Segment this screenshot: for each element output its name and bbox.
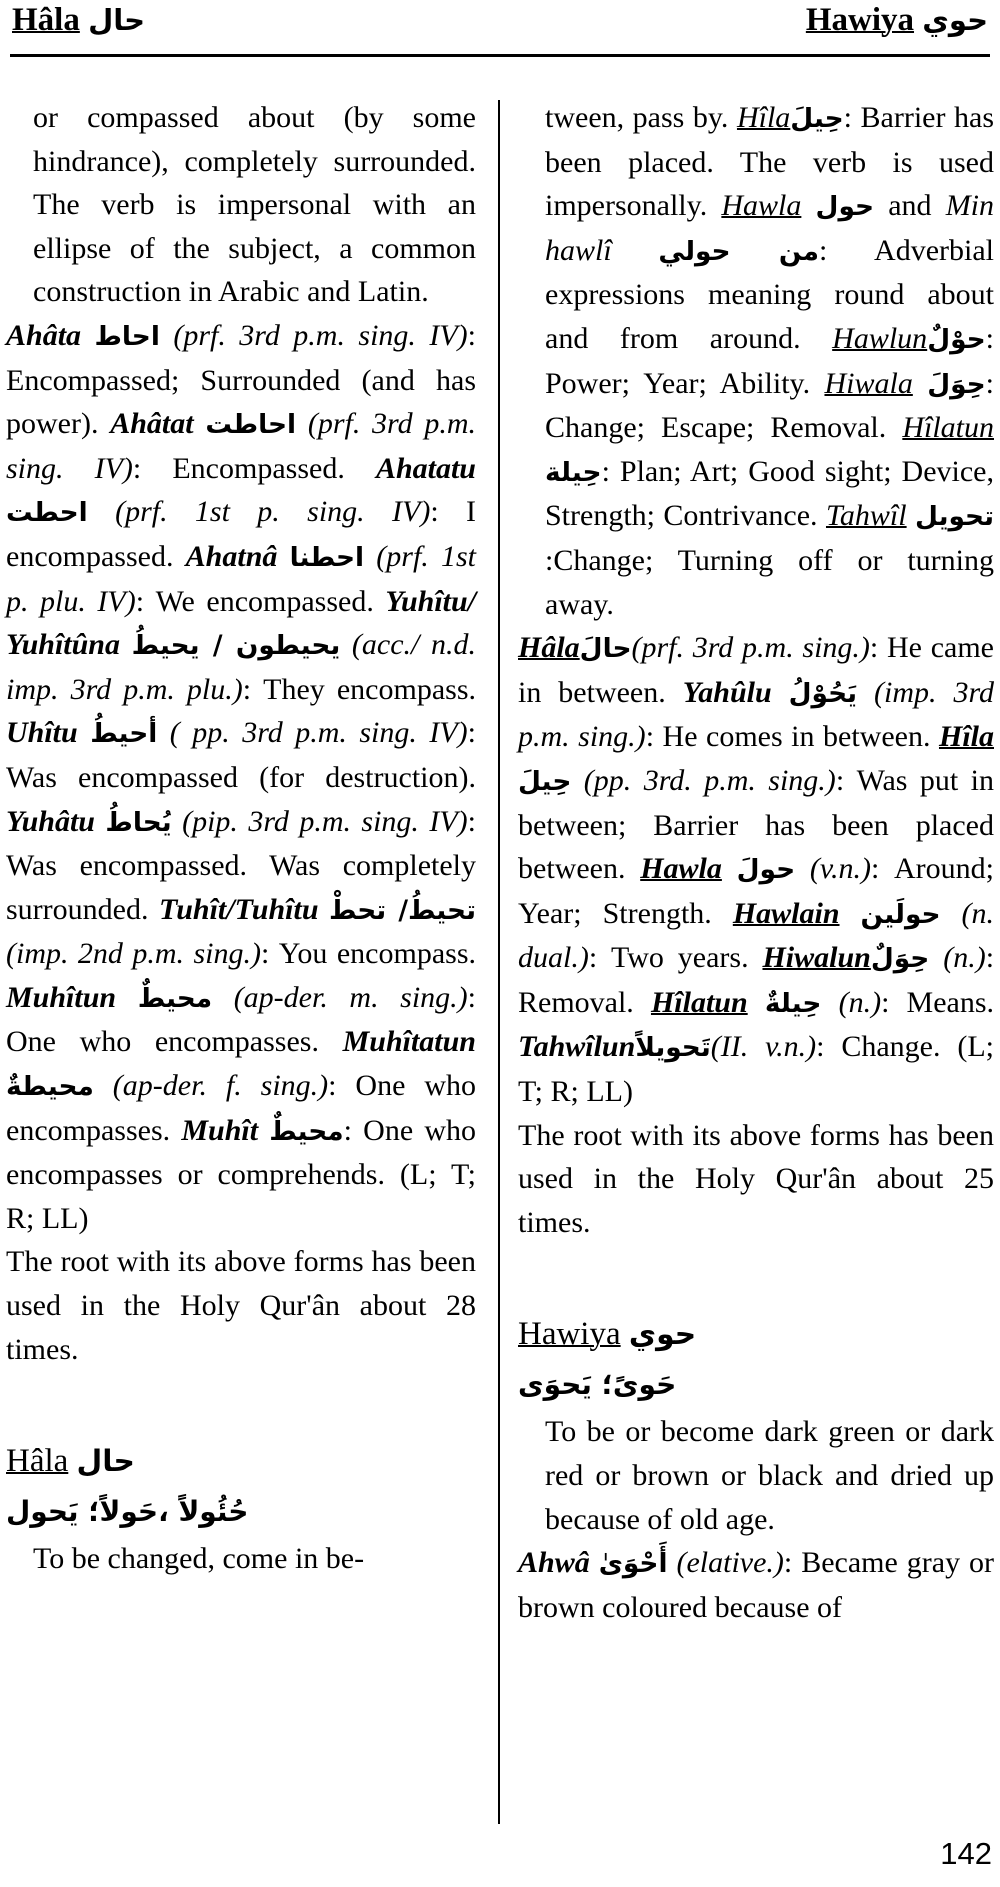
def-ahatna: : We encompassed.	[135, 584, 374, 618]
arabic-tuhit: تحيطُ/ تحطْ	[329, 894, 476, 926]
arabic-ahatatu: احطت	[6, 497, 88, 529]
arabic-hawlain: حولَين	[860, 898, 941, 930]
arabic-hala-form: حالَ	[579, 633, 632, 665]
arabic-yuhatu: يُحاطُ	[105, 806, 172, 838]
def-hila: : Barrier has been placed. The verb is used impersonally.	[545, 101, 994, 223]
gram-muhitatun: (ap-der. f. sing.)	[112, 1069, 329, 1103]
def-muhitatun: : One who encompasses.	[6, 1069, 477, 1147]
gram-hilatun-form: (n.)	[838, 985, 882, 1019]
def-hilatun-a: : Plan; Art; Good sight; Device, Strength; Contrivance.	[545, 454, 994, 533]
arabic-yahulu: يَحُوْلُ	[788, 677, 858, 709]
arabic-hawla-a: حول	[815, 191, 875, 223]
conjunction-and: and	[888, 189, 932, 223]
root-definition-hala: To be changed, come in be-	[33, 1542, 365, 1576]
arabic-hila-form: حِيلَ	[518, 765, 572, 797]
def-hiwalun: : Removal.	[518, 941, 995, 1019]
arabic-hawlun: حوْلٌ	[927, 323, 986, 355]
arabic-ahatna: احطنا	[289, 541, 365, 573]
arabic-hiwalun: حِوَلٌ	[870, 943, 930, 975]
gram-ahatna: (prf. 1st p. plu. IV)	[6, 539, 477, 618]
def-ahatat: : Encompassed.	[132, 451, 345, 485]
gram-ahatatu: (prf. 1st p. sing. IV)	[115, 495, 431, 529]
header-left-title: Hâla	[12, 2, 80, 38]
root-heading-hawiya	[518, 1309, 994, 1360]
gram-yuhitu: (acc./ n.d. imp. 3rd p.m. plu.)	[6, 628, 476, 706]
def-ahata: : Encompassed; Surrounded (and has power).	[6, 318, 477, 441]
verb-forms-hala	[6, 1487, 476, 1537]
def-min-hawli: : Adverbial expressions meaning round about and from around.	[545, 233, 994, 355]
gram-hila-form: (pp. 3rd. p.m. sing.)	[583, 763, 836, 797]
forms-paragraph-right	[518, 626, 994, 1114]
def-uhitu: : Was encompassed (for destruction).	[6, 716, 476, 794]
term-muhitatun: Muhîtatun	[342, 1025, 476, 1059]
gram-uhitu: ( pp. 3rd p.m. sing. IV)	[169, 716, 468, 750]
header-left-root	[12, 2, 145, 39]
term-hila: Hîla	[736, 101, 791, 134]
gram-ahwa: (elative.)	[676, 1546, 784, 1580]
term-yuhatu: Yuhâtu	[6, 804, 95, 838]
def-yuhatu: : Was encompassed. Was completely surrounded.	[6, 804, 477, 926]
def-hawlain: : Two years.	[588, 941, 749, 975]
gram-ahatat: (prf. 3rd p.m. sing. IV)	[6, 407, 477, 485]
root-title-hawiya: Hawiya	[518, 1316, 621, 1353]
def-hawla-form: : Around; Year; Strength.	[518, 852, 995, 930]
def-yahulu: : He comes in between.	[645, 720, 931, 754]
header-right-title: Hawiya	[805, 2, 915, 38]
forms-paragraph-left	[6, 314, 476, 1240]
continued-text-right	[518, 96, 994, 626]
term-hila-form: Hîla	[938, 720, 994, 754]
arabic-tahwilun: تَحويلاً	[635, 1032, 711, 1064]
root-title-hala: Hâla	[6, 1443, 69, 1480]
term-yahulu: Yahûlu	[682, 675, 772, 709]
def-yuhitu: : They encompass.	[242, 672, 476, 706]
left-column	[6, 96, 476, 1581]
arabic-hilatun-form: حِيلةٌ	[764, 987, 822, 1019]
term-ahatat: Ahâtat	[110, 407, 194, 441]
term-muhitun: Muhîtun	[6, 980, 117, 1014]
def-hala-form: : He came in between.	[518, 631, 994, 709]
arabic-muhitatun: محيطةٌ	[6, 1071, 94, 1103]
term-hiwalun: Hiwalun	[762, 941, 871, 975]
def-muhitun: : One who encompasses.	[6, 980, 477, 1059]
arabic-hiwala: حِوَلَ	[927, 368, 986, 400]
arabic-uhitu: أحيطُ	[90, 718, 158, 750]
gram-tahwilun: (II. v.n.)	[710, 1030, 817, 1064]
def-tahwil: :Change; Turning off or turning away.	[545, 543, 994, 621]
arabic-muhit: محيطٌ	[269, 1115, 344, 1147]
def-hilatun-form: : Means.	[881, 985, 995, 1019]
root-arabic-hawiya: حوي	[628, 1317, 697, 1353]
arabic-min-hawli: من حولي	[658, 235, 820, 267]
term-ahata: Ahâta	[6, 318, 82, 352]
term-tahwilun: Tahwîlun	[518, 1030, 636, 1064]
root-definition-hawiya: To be or become dark green or dark red or brown or black and dried up because of old age.	[545, 1415, 994, 1536]
arabic-ahata: احاط	[94, 320, 160, 352]
def-tuhit: : You encompass.	[260, 937, 476, 971]
def-hila-form: : Was put in between; Barrier has been placed between.	[518, 763, 995, 886]
column-divider	[498, 100, 500, 1824]
term-yuhitu: Yuhîtu/ Yuhîtûna	[6, 584, 477, 662]
verb-forms-hawiya-text: حَوىً؛ يَحوَى	[518, 1368, 677, 1402]
term-tahwil: Tahwîl	[825, 499, 907, 533]
header-right-arabic: حوي	[922, 3, 988, 37]
term-hawla-a: Hawla	[721, 189, 802, 223]
term-uhitu: Uhîtu	[6, 716, 78, 750]
term-muhit: Muhît	[181, 1113, 259, 1147]
term-hala-form: Hâla	[518, 631, 580, 665]
occurrence-summary-right: The root with its above forms has been used in the Holy Qur'ân about 25 times.	[518, 1118, 994, 1239]
term-ahatna: Ahatnâ	[185, 539, 278, 573]
gram-ahata: (prf. 3rd p.m. sing. IV)	[173, 318, 468, 352]
root-heading-hala	[6, 1436, 476, 1487]
arabic-hawla-form: حولَ	[736, 854, 796, 886]
term-hilatun-a: Hîlatun	[902, 411, 994, 445]
arabic-ahatat: احاطت	[205, 409, 297, 441]
term-hawlain: Hawlain	[732, 896, 840, 930]
right-column	[518, 96, 994, 1629]
forms-paragraph-hawiya	[518, 1541, 994, 1629]
term-hawlun: Hawlun	[832, 321, 928, 355]
gram-hawlain: (n. dual.)	[518, 896, 995, 975]
def-hiwala: : Change; Escape; Removal.	[545, 366, 994, 445]
arabic-muhitun: محيطٌ	[137, 982, 213, 1014]
term-tuhit: Tuhît/Tuhîtu	[158, 892, 319, 926]
gram-yahulu: (imp. 3rd p.m. sing.)	[518, 675, 995, 754]
page-number: 142	[940, 1836, 992, 1871]
running-header	[10, 0, 990, 57]
gram-yuhatu: (pip. 3rd p.m. sing. IV)	[182, 804, 468, 838]
term-min-hawli: Min hawlî	[545, 189, 995, 267]
def-ahwa: : Became gray or brown coloured because of	[518, 1546, 995, 1624]
term-ahatatu: Ahatatu	[375, 451, 476, 485]
arabic-yuhitu: يحيطون / يحيطُ	[131, 630, 341, 662]
gram-muhitun: (ap-der. m. sing.)	[233, 980, 468, 1014]
gram-tuhit: (imp. 2nd p.m. sing.)	[6, 937, 261, 971]
term-hawla-form: Hawla	[640, 852, 722, 886]
def-muhit: : One who encompasses or comprehends. (L; T; R; LL)	[6, 1113, 477, 1235]
verb-forms-hala-text: حُئُولاً ،حَولاً؛ يَحول	[6, 1495, 249, 1529]
term-hilatun-form: Hîlatun	[650, 985, 748, 1019]
continued-text: or compassed about (by some hindrance), completely surrounded. The verb is impersonal with an ellipse of the subject, a common construction in Arabic and Latin.	[33, 101, 476, 309]
continued-fragment: tween, pass by.	[545, 101, 729, 134]
gram-hala-form: (prf. 3rd p.m. sing.)	[631, 631, 870, 665]
arabic-tahwil: تحويل	[915, 501, 994, 533]
def-ahatatu: : I encompassed.	[6, 495, 477, 573]
def-tahwilun: : Change. (L; T; R; LL)	[518, 1030, 994, 1109]
arabic-hilatun-a: حِيلة	[545, 456, 602, 488]
header-right-root	[806, 2, 988, 39]
arabic-hila: حِيلَ	[790, 103, 844, 134]
occurrence-summary-left: The root with its above forms has been used in the Holy Qur'ân about 28 times.	[6, 1245, 476, 1366]
gram-hawla-form: (v.n.)	[809, 852, 871, 886]
header-left-arabic: حال	[88, 3, 146, 37]
term-hiwala: Hiwala	[824, 366, 913, 400]
term-ahwa: Ahwâ	[518, 1546, 590, 1580]
def-hawlun: : Power; Year; Ability.	[545, 321, 994, 400]
arabic-ahwa: أَحْوَىٰ	[598, 1548, 668, 1580]
verb-forms-hawiya	[518, 1360, 994, 1410]
root-arabic-hala: حال	[76, 1444, 135, 1480]
gram-hiwalun: (n.)	[943, 941, 986, 975]
